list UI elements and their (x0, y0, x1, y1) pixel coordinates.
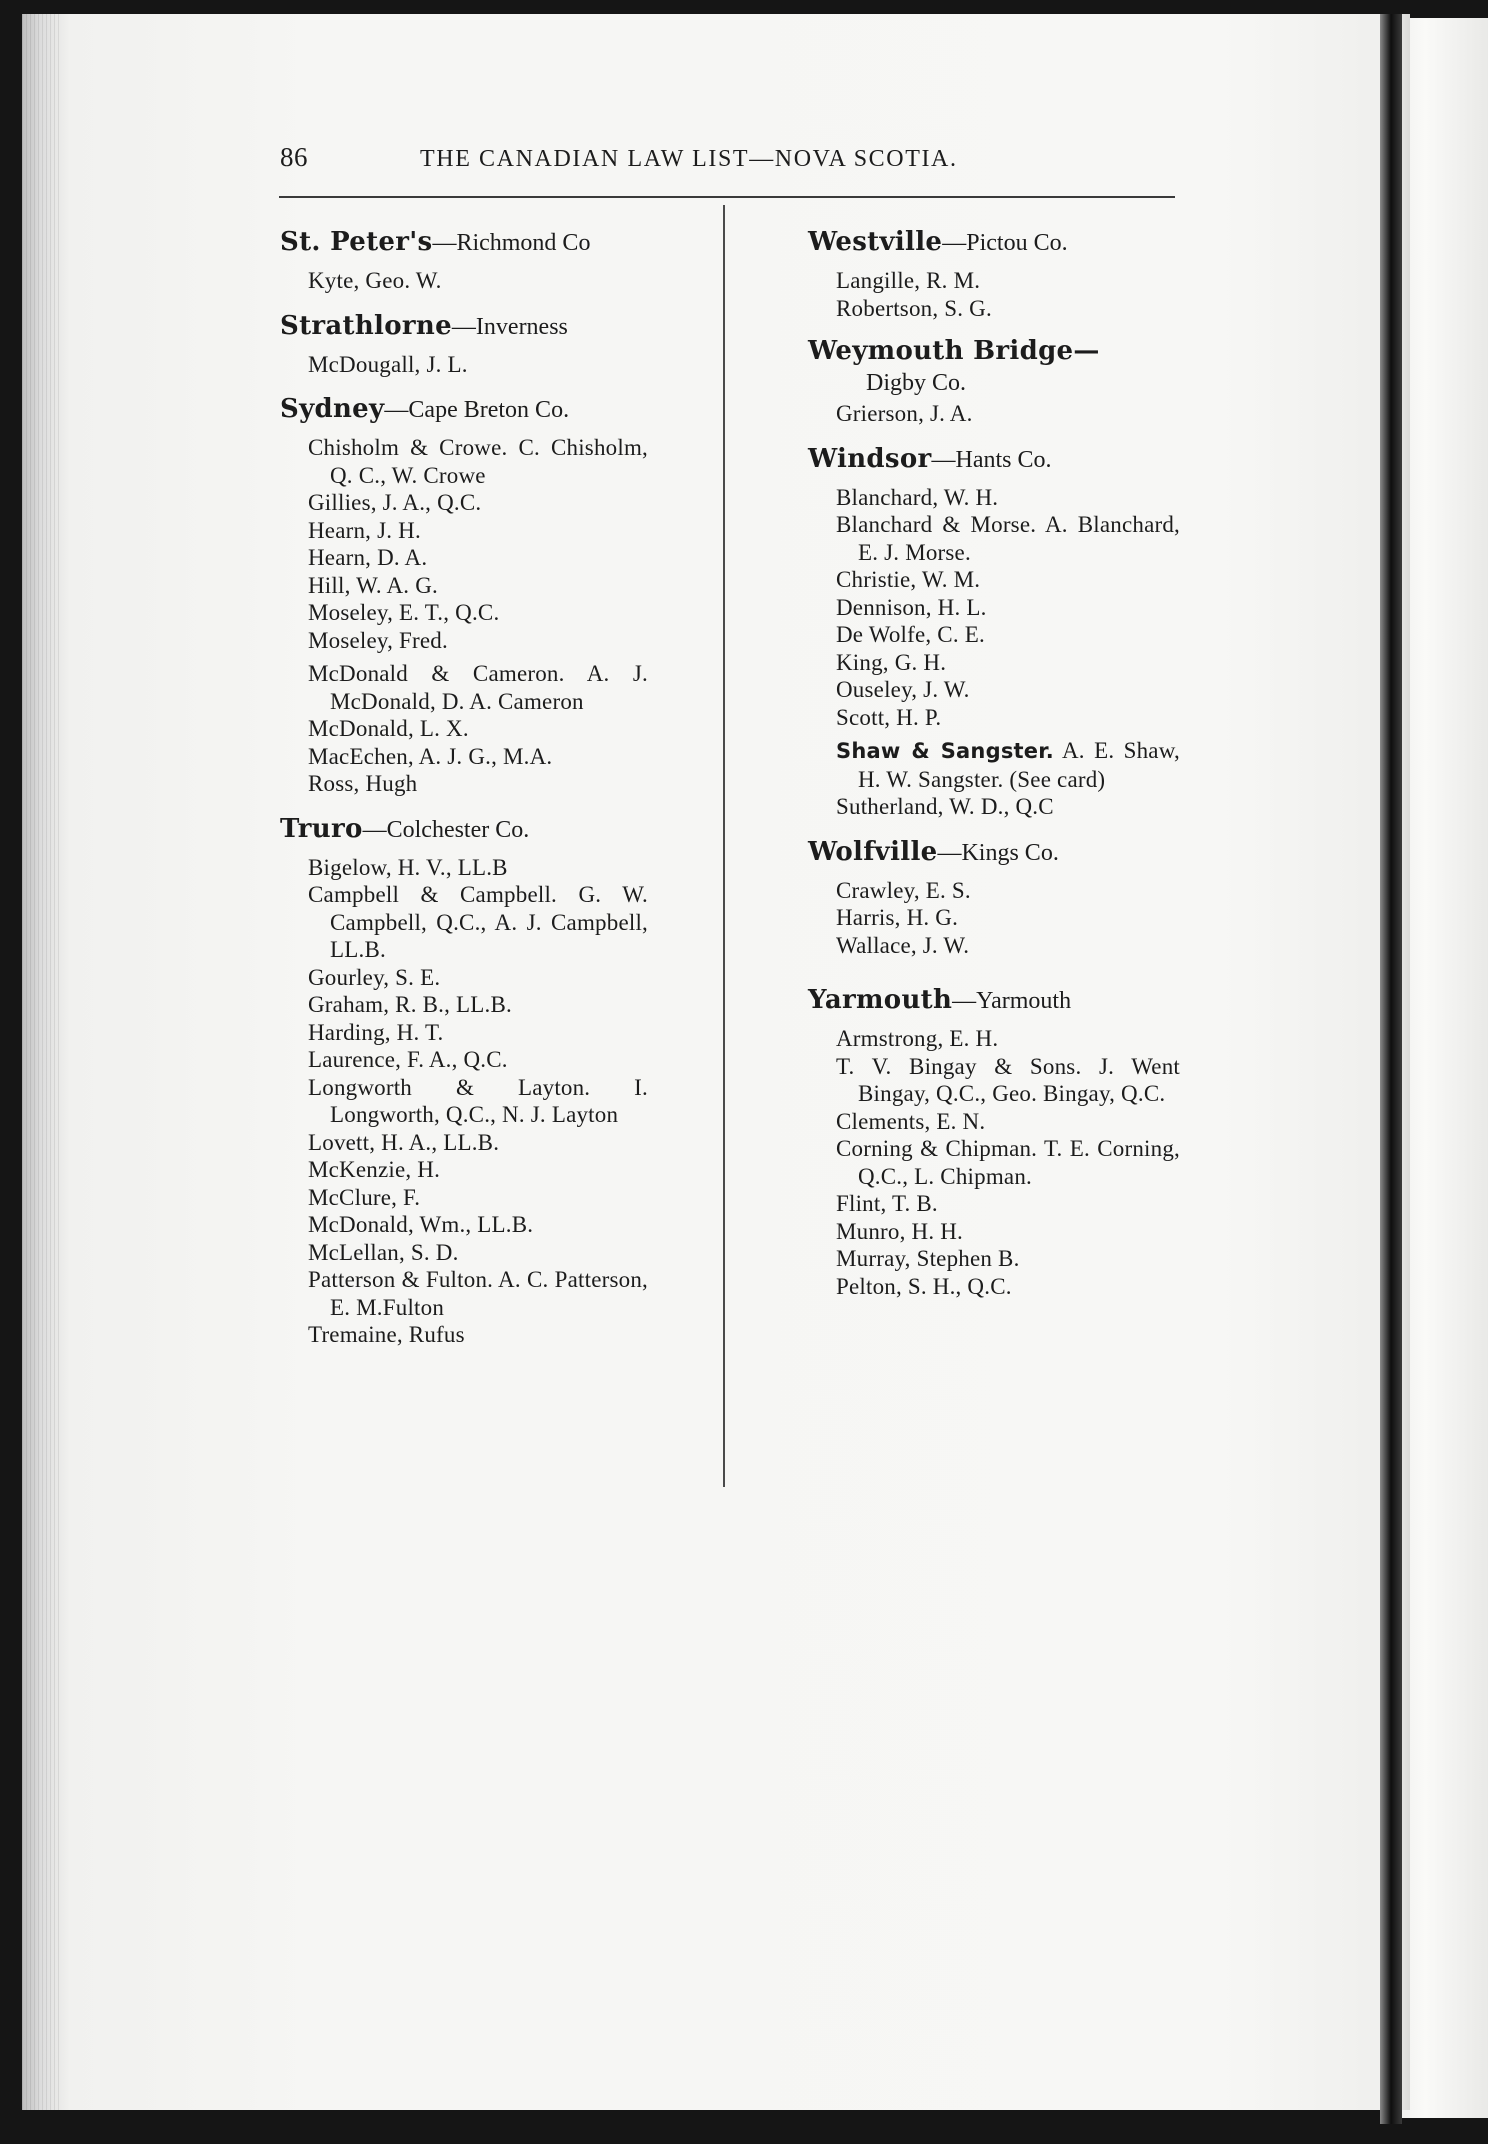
town-name: Windsor (808, 443, 932, 474)
lawyer-entry: Blanchard, W. H. (836, 484, 999, 510)
county-name: —Pictou Co. (942, 230, 1068, 256)
running-head: THE CANADIAN LAW LIST—NOVA SCOTIA. (420, 146, 958, 172)
town-heading (280, 812, 648, 850)
town-block-wolfville (808, 835, 1180, 960)
lawyer-entry: McDougall, J. L. (308, 351, 468, 377)
town-block-truro (280, 812, 648, 1349)
county-name: —Richmond Co (432, 230, 591, 256)
featured-lawyer-entry (836, 737, 1180, 793)
town-name: Westville (808, 227, 943, 257)
lawyer-entry: Hill, W. A. G. (308, 572, 438, 598)
county-name: —Yarmouth (952, 988, 1072, 1014)
lawyer-entry: McClure, F. (308, 1184, 421, 1210)
lawyer-list (836, 400, 1180, 428)
lawyer-entry: Chisholm & Crowe. C. Chisholm, Q. C., W. Crowe (308, 435, 648, 488)
town-block-weymouth-bridge (808, 336, 1180, 428)
town-heading (808, 835, 1180, 873)
town-block-sydney (280, 392, 648, 798)
lawyer-entry: De Wolfe, C. E. (836, 622, 985, 647)
lawyer-entry: Harding, H. T. (308, 1019, 444, 1045)
county-name: —Cape Breton Co. (384, 397, 570, 423)
lawyer-entry: Sutherland, W. D., Q.C (836, 794, 1054, 819)
book-page (22, 14, 1410, 2110)
lawyer-entry: T. V. Bingay & Sons. J. Went Bingay, Q.C., Geo. Bingay, Q.C. (836, 1053, 1180, 1106)
town-block-strathlorne (280, 309, 648, 379)
town-block-windsor (808, 442, 1180, 821)
page-number: 86 (280, 142, 308, 172)
lawyer-entry: Graham, R. B., LL.B. (308, 992, 512, 1017)
lawyer-entry: McDonald, L. X. (308, 716, 469, 741)
lawyer-list (836, 1025, 1180, 1300)
lawyer-list (308, 267, 648, 295)
lawyer-entry: Hearn, J. H. (308, 517, 421, 543)
lawyer-entry: Munro, H. H. (836, 1218, 963, 1244)
lawyer-entry: Moseley, Fred. (308, 627, 448, 653)
town-name: St. Peter's (280, 227, 433, 257)
lawyer-entry: Corning & Chipman. T. E. Corning, Q.C., L. Chipman. (836, 1136, 1180, 1189)
lawyer-entry: Dennison, H. L. (836, 594, 987, 620)
lawyer-list (836, 267, 1180, 322)
column-divider (723, 205, 725, 1487)
lawyer-entry: Christie, W. M. (836, 567, 981, 592)
county-name: —Colchester Co. (362, 816, 530, 843)
lawyer-entry: Flint, T. B. (836, 1191, 938, 1216)
lawyer-entry: Laurence, F. A., Q.C. (308, 1047, 508, 1072)
lawyer-entry: Crawley, E. S. (836, 877, 971, 903)
lawyer-entry: Bigelow, H. V., LL.B (308, 854, 508, 880)
lawyer-entry: Clements, E. N. (836, 1108, 986, 1134)
page-header (280, 142, 1175, 182)
county-name: Digby Co. (866, 370, 967, 396)
lawyer-entry: Murray, Stephen B. (836, 1246, 1020, 1271)
town-heading (808, 442, 1180, 480)
lawyer-entry: Langille, R. M. (836, 268, 981, 293)
lawyer-entry: Longworth & Layton. I. Longworth, Q.C., N. J. Layton (308, 1074, 648, 1127)
lawyer-entry: Robertson, S. G. (836, 295, 992, 321)
lawyer-entry: MacEchen, A. J. G., M.A. (308, 743, 553, 769)
town-heading (280, 309, 648, 347)
lawyer-entry: Patterson & Fulton. A. C. Patterson, E. M.Fulton (308, 1267, 648, 1320)
lawyer-entry: Campbell & Campbell. G. W. Campbell, Q.C., A. J. Campbell, LL.B. (308, 882, 648, 962)
town-name: Strathlorne (280, 310, 452, 341)
lawyer-entry: McDonald, Wm., LL.B. (308, 1212, 534, 1237)
town-heading (808, 336, 1180, 396)
lawyer-entry: McKenzie, H. (308, 1157, 441, 1182)
lawyer-entry: McDonald & Cameron. A. J. McDonald, D. A. Cameron (308, 661, 648, 714)
lawyer-list (308, 434, 648, 798)
county-name: —Kings Co. (937, 839, 1059, 866)
left-column (280, 225, 648, 1363)
lawyer-entry: Hearn, D. A. (308, 545, 428, 570)
county-name: —Inverness (451, 313, 568, 340)
lawyer-list (836, 484, 1180, 821)
right-column (808, 225, 1180, 1314)
town-block-st-peters (280, 225, 648, 295)
lawyer-entry: Gillies, J. A., Q.C. (308, 490, 482, 515)
town-heading (280, 225, 648, 263)
town-heading (808, 983, 1180, 1021)
lawyer-entry: Lovett, H. A., LL.B. (308, 1129, 500, 1155)
lawyer-entry: Pelton, S. H., Q.C. (836, 1273, 1012, 1299)
lawyer-list (308, 351, 648, 379)
lawyer-entry: Ross, Hugh (308, 771, 418, 796)
lawyer-entry: Harris, H. G. (836, 905, 959, 930)
town-name: Truro (280, 813, 363, 844)
page-edge-stack (22, 14, 62, 2110)
county-name: —Hants Co. (931, 446, 1052, 473)
town-name: Wolfville (808, 836, 938, 867)
town-heading (280, 392, 648, 430)
header-rule (279, 196, 1175, 198)
town-block-westville (808, 225, 1180, 322)
lawyer-list (308, 854, 648, 1349)
book-gutter (1380, 14, 1402, 2124)
lawyer-entry: King, G. H. (836, 649, 947, 675)
lawyer-entry: Tremaine, Rufus (308, 1322, 465, 1347)
lawyer-entry: Gourley, S. E. (308, 964, 441, 990)
lawyer-entry: Ouseley, J. W. (836, 677, 970, 702)
lawyer-entry: Kyte, Geo. W. (308, 268, 442, 293)
lawyer-entry: Grierson, J. A. (836, 401, 973, 426)
town-heading (808, 225, 1180, 263)
lawyer-entry: McLellan, S. D. (308, 1239, 459, 1265)
lawyer-entry: Armstrong, E. H. (836, 1026, 999, 1051)
lawyer-entry: Scott, H. P. (836, 704, 942, 730)
town-name: Sydney (280, 394, 385, 424)
lawyer-entry: Blanchard & Morse. A. Blanchard, E. J. Morse. (836, 512, 1180, 565)
featured-firm-details: A. E. Shaw, H. W. Sangster. (See card) (858, 738, 1180, 792)
town-name: Weymouth Bridge— (808, 336, 1100, 366)
town-block-yarmouth (808, 983, 1180, 1300)
town-name: Yarmouth (808, 985, 953, 1015)
lawyer-list (836, 877, 1180, 960)
lawyer-entry: Wallace, J. W. (836, 932, 970, 958)
featured-firm-name: Shaw & Sangster. (836, 739, 1054, 763)
lawyer-entry: Moseley, E. T., Q.C. (308, 600, 500, 625)
